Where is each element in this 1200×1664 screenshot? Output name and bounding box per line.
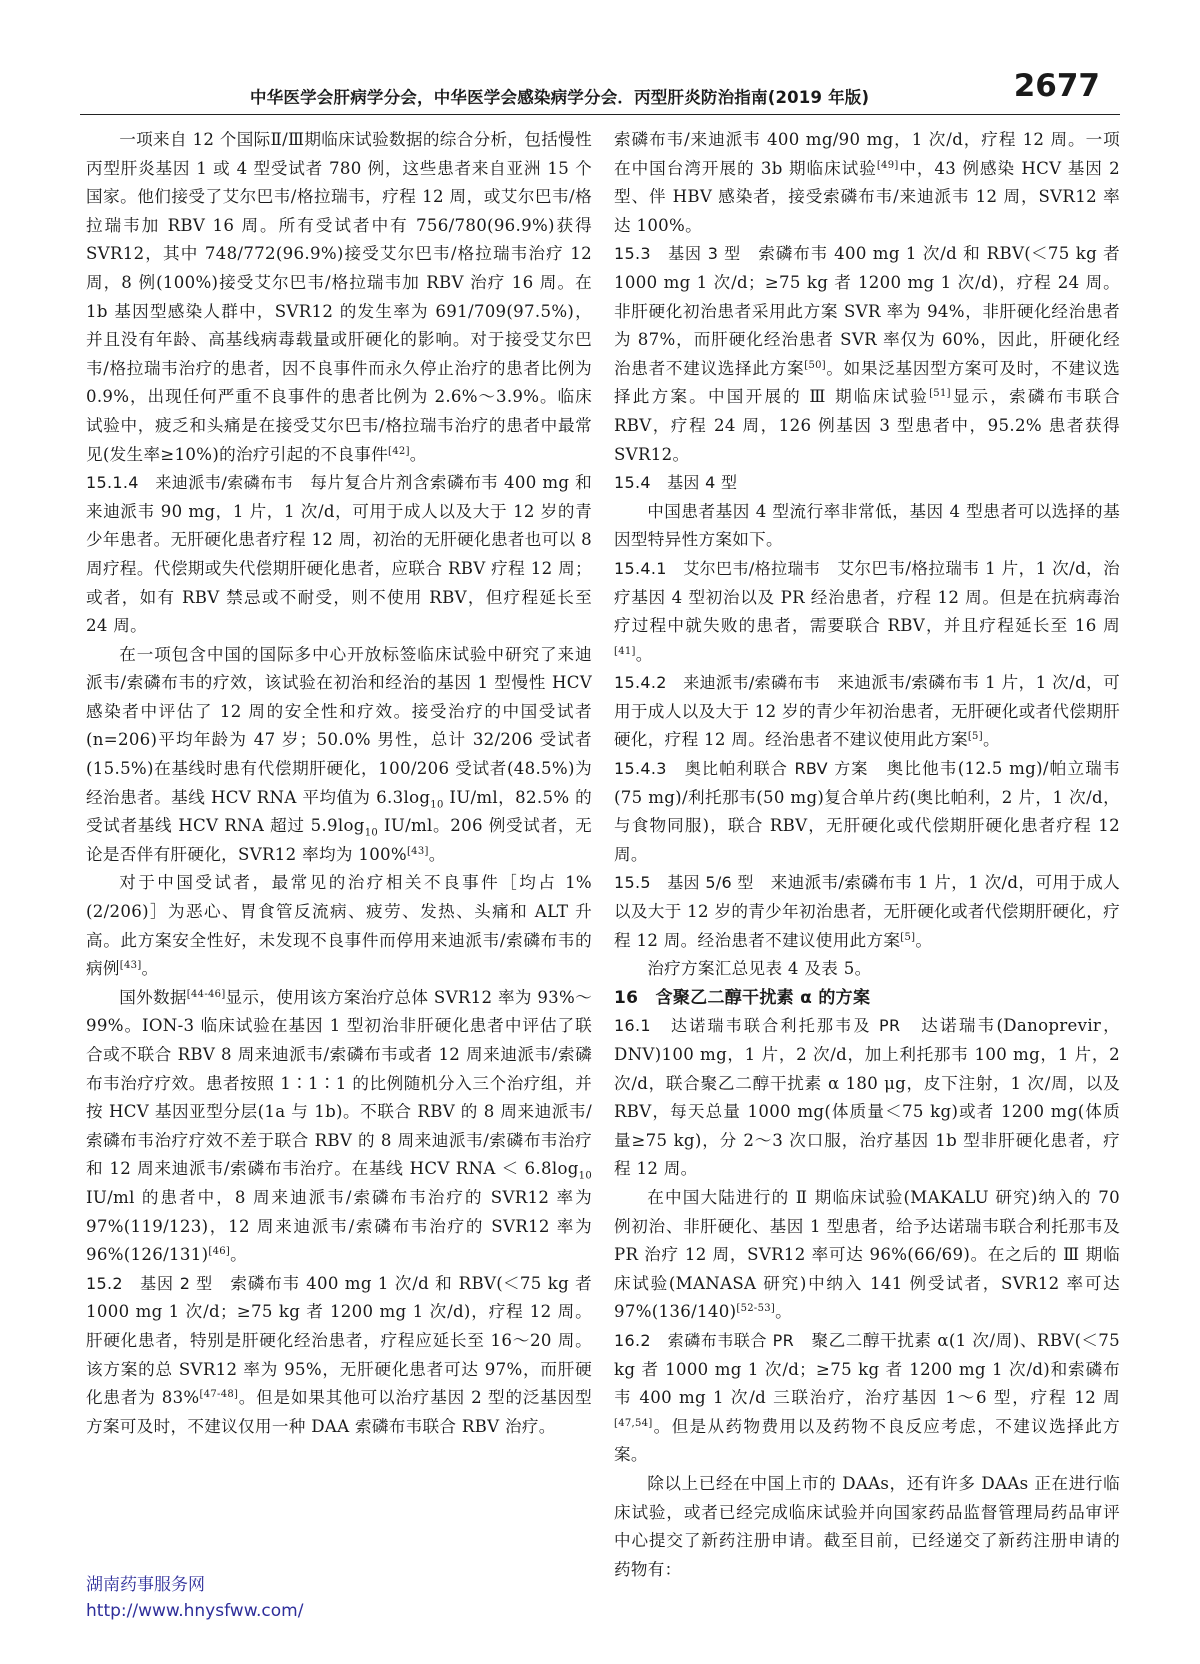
paragraph-continued: 索磷布韦/来迪派韦 400 mg/90 mg，1 次/d，疗程 12 周。一项在中国台湾开展的 3b 期临床试验[49]中，43 例感染 HCV 基因 2 型、伴 HBV 感染者，接受索磷布韦/来迪派韦 12 周，SVR12 率达 100%。 — [614, 130, 1120, 235]
paragraph-adverse-events: 对于中国受试者，最常见的治疗相关不良事件［均占 1%(2/206)］为恶心、胃食管反流病、疲劳、发热、头痛和 ALT 升高。此方案安全性好，未发现不良事件而停用来迪派韦/索磷布韦的病例[43]。 — [86, 873, 592, 979]
page-header — [80, 70, 1120, 115]
page-number: 2677 — [1013, 68, 1100, 104]
left-column — [86, 126, 592, 1441]
right-column — [614, 126, 1120, 1584]
citation: [43] — [406, 845, 429, 857]
citation: [49] — [876, 159, 899, 171]
citation: [43] — [119, 960, 142, 972]
section-heading: 15.4.1 艾尔巴韦/格拉瑞韦 — [614, 558, 821, 578]
citation: [41] — [614, 645, 636, 657]
section-15-3: 15.3 基因 3 型 索磷布韦 400 mg 1 次/d 和 RBV(＜75 kg 者 1000 mg 1 次/d；≥75 kg 者 1200 mg 1 次/d)，疗程 24 周。非肝硬化初治患者采用此方案 SVR 率为 94%，非肝硬化经治患者为 87%，而肝硬化经治患者 SVR 率仅为 60%，因此，肝硬化经治患者不建议选择此方案[50]。如果泛基因型方案可及时，不建议选择此方案。中国开展的 Ⅲ 期临床试验[51]显示，索磷布韦联合 RBV，疗程 24 周，126 例基因 3 型患者中，95.2% 患者获得 SVR12。 — [614, 244, 1121, 464]
site-url: http://www.hnysfww.com/ — [86, 1601, 304, 1621]
citation: [47,54] — [614, 1417, 653, 1429]
paragraph-makalu: 在中国大陆进行的 Ⅱ 期临床试验(MAKALU 研究)纳入的 70 例初治、非肝硬化、基因 1 型患者，给予达诺瑞韦联合利托那韦及 PR 治疗 12 周，SVR12 率可达 96%(66/69)。在之后的 Ⅲ 期临床试验(MANASA 研究)中纳入 141 例受试者，SVR12 率可达 97%(136/140)[52-53]。 — [614, 1187, 1120, 1322]
section-heading: 15.3 基因 3 型 — [614, 244, 741, 264]
citation: [44-46] — [186, 988, 226, 1000]
section-heading: 15.4.2 来迪派韦/索磷布韦 — [614, 673, 821, 693]
paragraph-daas-pipeline: 除以上已经在中国上市的 DAAs，还有许多 DAAs 正在进行临床试验，或者已经完成临床试验并向国家药品监督管理局药品审评中心提交了新药注册申请。截至目前，已经递交了新药注册申请的药物有： — [614, 1473, 1120, 1579]
citation: [42] — [388, 445, 410, 457]
section-16-1: 16.1 达诺瑞韦联合利托那韦及 PR 达诺瑞韦(Danoprevir，DNV)100 mg，1 片，2 次/d，加上利托那韦 100 mg，1 片，2 次/d，联合聚乙二醇干扰素 α 180 μg，皮下注射，1 次/周，以及 RBV，每天总量 1000 mg(体质量＜75 kg)或者 1200 mg(体质量≥75 kg)，分 2～3 次口服，治疗基因 1b 型非肝硬化患者，疗程 12 周。 — [614, 1016, 1120, 1179]
citation: [5] — [967, 731, 983, 743]
paragraph-foreign-data: 国外数据[44-46]显示，使用该方案治疗总体 SVR12 率为 93%～99%。ION-3 临床试验在基因 1 型初治非肝硬化患者中评估了联合或不联合 RBV 8 周来迪派韦/索磷布韦或者 12 周来迪派韦/索磷布韦治疗疗效。患者按照 1∶1∶1 的比例随机分入三个治疗组，并按 HCV 基因亚型分层(1a 与 1b)。不联合 RBV 的 8 周来迪派韦/索磷布韦治疗疗效不差于联合 RBV 的 8 周来迪派韦/索磷布韦治疗和 12 周来迪派韦/索磷布韦治疗。在基线 HCV RNA ＜ $6.8\log_{10}$ IU/ml 的患者中，8 周来迪派韦/索磷布韦治疗的 SVR12 率为 97%(119/123)，12 周来迪派韦/索磷布韦治疗的 SVR12 率为 96%(126/131)[46]。 — [86, 987, 593, 1265]
section-heading: 16.2 索磷布韦联合 PR — [614, 1330, 795, 1350]
citation: [50] — [804, 359, 826, 371]
section-heading: 15.1.4 来迪派韦/索磷布韦 — [86, 473, 294, 493]
section-heading: 15.2 基因 2 型 — [86, 1273, 213, 1293]
section-16-2: 16.2 索磷布韦联合 PR 聚乙二醇干扰素 α(1 次/周)、RBV(＜75 kg 者 1000 mg 1 次/d；≥75 kg 者 1200 mg 1 次/d)和索磷布韦 400 mg 1 次/d 三联治疗，治疗基因 1～6 型，疗程 12 周[47,54]。但是从药物费用以及药物不良反应考虑，不建议选择此方案。 — [614, 1330, 1120, 1465]
section-15-5: 15.5 基因 5/6 型 来迪派韦/索磷布韦 1 片，1 次/d，可用于成人以及大于 12 岁的青少年初治患者，无肝硬化或者代偿期肝硬化，疗程 12 周。经治患者不建议使用此方案[5]。 — [614, 873, 1120, 950]
section-heading-15-4: 15.4 基因 4 型 — [614, 473, 738, 493]
section-heading: 15.5 基因 5/6 型 — [614, 873, 754, 893]
section-heading: 16.1 达诺瑞韦联合利托那韦及 PR — [614, 1016, 901, 1036]
section-15-1-4: 15.1.4 来迪派韦/索磷布韦 每片复合片剂含索磷布韦 400 mg 和来迪派韦 90 mg，1 片，1 次/d，可用于成人以及大于 12 岁的青少年患者。无肝硬化患者疗程 12 周，初治的无肝硬化患者也可以 8 周疗程。代偿期或失代偿期肝硬化患者，应联合 RBV 疗程 12 周；或者，如有 RBV 禁忌或不耐受，则不使用 RBV，但疗程延长至 24 周。 — [86, 473, 592, 636]
running-head: 中华医学会肝病学分会，中华医学会感染病学分会．丙型肝炎防治指南(2019 年版) — [250, 88, 870, 107]
watermark-footer — [86, 1572, 303, 1624]
citation: [5] — [900, 931, 916, 943]
citation: [51] — [929, 388, 951, 400]
section-15-4-2: 15.4.2 来迪派韦/索磷布韦 来迪派韦/索磷布韦 1 片，1 次/d，可用于成人以及大于 12 岁的青少年初治患者，无肝硬化或者代偿期肝硬化，疗程 12 周。经治患者不建议使用此方案[5]。 — [614, 673, 1120, 750]
paragraph-ledipasvir-trial: 在一项包含中国的国际多中心开放标签临床试验中研究了来迪派韦/索磷布韦的疗效，该试验在初治和经治的基因 1 型慢性 HCV 感染者中评估了 12 周的安全性和疗效。接受治疗的中国受试者(n=206)平均年龄为 47 岁；50.0% 男性，总计 32/206 受试者(15.5%)在基线时患有代偿期肝硬化，100/206 受试者(48.5%)为经治患者。基线 HCV RNA 平均值为 $6.3\log_{10}$ IU/ml，82.5% 的受试者基线 HCV RNA 超过 $5.9\log_{10}$ IU/ml。206 例受试者，无论是否伴有肝硬化，SVR12 率均为 100%[43]。 — [86, 644, 593, 864]
site-name: 湖南药事服务网 — [86, 1575, 205, 1595]
section-15-2: 15.2 基因 2 型 索磷布韦 400 mg 1 次/d 和 RBV(＜75 kg 者 1000 mg 1 次/d；≥75 kg 者 1200 mg 1 次/d)，疗程 12 周。肝硬化患者，特别是肝硬化经治患者，疗程应延长至 16～20 周。该方案的总 SVR12 率为 95%，无肝硬化患者可达 97%，而肝硬化患者为 83%[47-48]。但是如果其他可以治疗基因 2 型的泛基因型方案可及时，不建议仅用一种 DAA 索磷布韦联合 RBV 治疗。 — [86, 1273, 592, 1436]
section-15-4-3: 15.4.3 奥比帕利联合 RBV 方案 奥比他韦(12.5 mg)/帕立瑞韦(75 mg)/利托那韦(50 mg)复合单片药(奥比帕利，2 片，1 次/d，与食物同服)，联合 RBV，无肝硬化或代偿期肝硬化患者疗程 12 周。 — [614, 759, 1120, 864]
section-heading: 15.4.3 奥比帕利联合 RBV 方案 — [614, 759, 869, 779]
paragraph-elbasvir-analysis: 一项来自 12 个国际Ⅱ/Ⅲ期临床试验数据的综合分析，包括慢性丙型肝炎基因 1 或 4 型受试者 780 例，这些患者来自亚洲 15 个国家。他们接受了艾尔巴韦/格拉瑞韦，疗程 12 周，或艾尔巴韦/格拉瑞韦加 RBV 16 周。所有受试者中有 756/780(96.9%)获得 SVR12，其中 748/772(96.9%)接受艾尔巴韦/格拉瑞韦治疗 12 周，8 例(100%)接受艾尔巴韦/格拉瑞韦加 RBV 治疗 16 周。在 1b 基因型感染人群中，SVR12 的发生率为 691/709(97.5%)，并且没有年龄、高基线病毒载量或肝硬化的影响。对于接受艾尔巴韦/格拉瑞韦治疗的患者，因不良事件而永久停止治疗的患者比例为 0.9%，出现任何严重不良事件的患者比例为 2.6%～3.9%。临床试验中，疲乏和头痛是在接受艾尔巴韦/格拉瑞韦治疗的患者中最常见(发生率≥10%)的治疗引起的不良事件[42]。 — [86, 130, 592, 464]
citation: [46] — [208, 1246, 231, 1258]
citation: [52-53] — [736, 1303, 776, 1315]
section-15-4-1: 15.4.1 艾尔巴韦/格拉瑞韦 艾尔巴韦/格拉瑞韦 1 片，1 次/d，治疗基因 4 型初治以及 PR 经治患者，疗程 12 周。但是在抗病毒治疗过程中就失败的患者，需要联合 RBV，并且疗程延长至 16 周[41]。 — [614, 558, 1120, 664]
section-heading-16: 16 含聚乙二醇干扰素 α 的方案 — [614, 987, 871, 1008]
citation: [47-48] — [199, 1389, 239, 1401]
paragraph-genotype-4: 中国患者基因 4 型流行率非常低，基因 4 型患者可以选择的基因型特异性方案如下。 — [614, 501, 1120, 550]
paragraph-summary: 治疗方案汇总见表 4 及表 5。 — [647, 959, 872, 979]
